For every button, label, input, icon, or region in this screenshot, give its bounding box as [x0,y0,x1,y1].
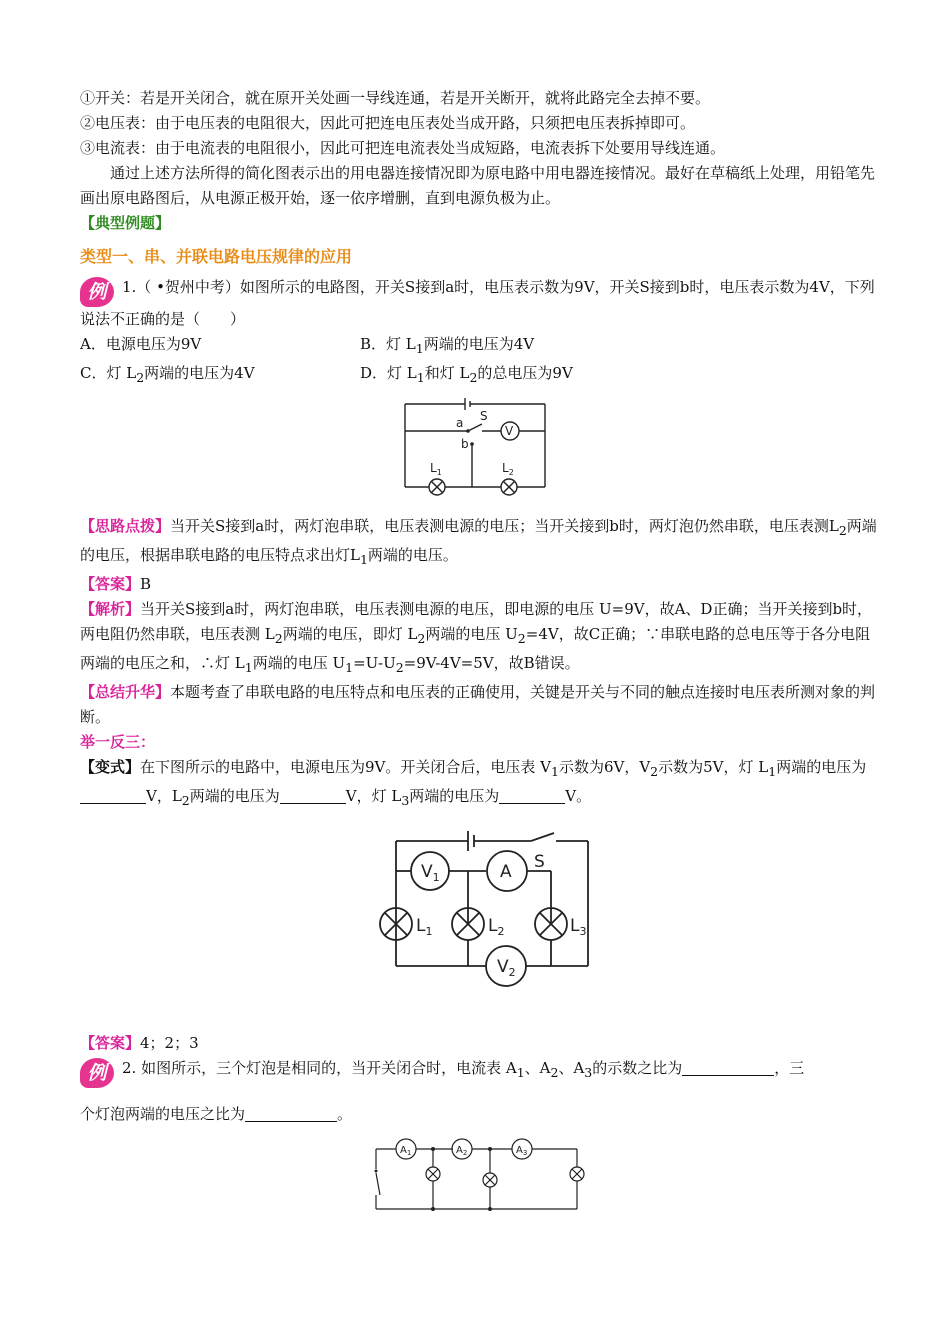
question-2-stem: 例 2. 如图所示，三个灯泡是相同的，当开关闭合时，电流表 $A_1$、$A_2$、$A_3$的示数之比为 ，三 [80,1056,880,1088]
blank-l2 [280,787,346,804]
lamp-l1-label: $L_1$ [430,461,442,477]
question-2-line2: 个灯泡两端的电压之比为 。 [80,1105,353,1123]
blank-l3 [499,787,565,804]
blank-voltage-ratio [245,1105,337,1122]
lamp-l3-label: $L_3$ [570,916,587,938]
node-b-label: b [461,437,469,451]
ammeter-label: A [500,862,512,882]
rule-voltmeter: ②电压表：由于电压表的电阻很大，因此可把连电压表处当成开路，只须把电压表拆掉即可。 [80,114,696,132]
circuit-diagram-2 [376,821,606,991]
node-a-label: a [456,416,464,430]
lamp-l1-label: $L_1$ [416,916,433,938]
document-page [80,86,880,1217]
blank-current-ratio [682,1059,774,1076]
question-1-options [80,332,880,390]
answer-2: 【答案】4；2；3 [80,1034,199,1052]
ammeter-a3-label: $A_3$ [516,1145,528,1157]
lamp-l2-label: $L_2$ [488,916,505,938]
example-badge: 例 [80,277,114,307]
rule-ammeter: ③电流表：由于电流表的电阻很小，因此可把连电流表处当成短路，电流表拆下处要用导线连通。 [80,139,726,157]
option-b: B．灯 $L_1$两端的电压为4V [360,335,535,356]
option-c: C．灯 $L_2$两端的电压为4V [80,364,255,385]
switch-s-label: S [480,409,488,423]
heading-type-one: 类型一、串、并联电路电压规律的应用 [80,247,353,266]
example-badge-2: 例 [80,1058,114,1088]
summary-paragraph: 【总结升华】本题考查了串联电路的电压特点和电压表的正确使用，关键是开关与不同的触点连接时电压表所测对象的判断。 [80,683,876,726]
rule-paragraph: 通过上述方法所得的简化图表示出的用电器连接情况即为原电路中用电器连接情况。最好在草稿纸上处理，用铅笔先画出原电路图后，从电源正极开始，逐一依序增删，直到电源负极为止。 [80,164,876,207]
ammeter-a1-label: $A_1$ [400,1145,412,1157]
option-d: D．灯 $L_1$和灯 $L_2$的总电压为9V [360,364,573,385]
ammeter-a2-label: $A_2$ [456,1145,468,1157]
option-a: A．电源电压为9V [80,335,202,353]
voltmeter-v1-label: $V_1$ [421,862,440,884]
practice-heading: 举一反三： [80,733,156,751]
variant-paragraph: 【变式】在下图所示的电路中，电源电压为9V。开关闭合后，电压表 $V_1$示数为6V，$V_2$示数为5V，灯 $L_1$两端的电压为V，$L_2$两端的电压为 V，灯 $L_3$两端的电压为 V。 [80,758,867,808]
voltmeter-label: V [505,424,514,438]
circuit-diagram-3 [366,1137,591,1217]
blank-l1 [80,787,146,804]
question-1-stem: 例 1.（ •贺州中考）如图所示的电路图，开关S接到a时，电压表示数为9V，开关S接到b时，电压表示数为4V，下列说法不正确的是（ ） [80,278,875,328]
circuit-diagram-1 [400,396,550,496]
voltmeter-v2-label: $V_2$ [497,957,516,979]
answer-1: 【答案】B [80,575,152,593]
rule-switch: ①开关：若是开关闭合，就在原开关处画一导线连通，若是开关断开，就将此路完全去掉不要。 [80,89,711,107]
analysis-paragraph: 【解析】当开关S接到a时，两灯泡串联，电压表测电源的电压，即电源的电压 U=9V，故A、D正确；当开关接到b时，两电阻仍然串联，电压表测 $L_2$两端的电压，即灯 $L_2$两端的电压 $U_2=4V$，故C正确；∵串联电路的总电压等于各分电阻两端的电压之和，∴灯 $L_1$两端的电压 $U_1=U-U_2=9V-4V=5V$，故B错误。 [80,600,873,675]
heading-typical-examples: 【典型例题】 [80,214,171,232]
hint-paragraph: 【思路点拨】当开关S接到a时，两灯泡串联，电压表测电源的电压；当开关接到b时，两灯泡仍然串联，电压表测$L_2$两端的电压，根据串联电路的电压特点求出灯$L_1$两端的电压。 [80,517,877,567]
lamp-l2-label: $L_2$ [502,461,514,477]
switch-s-label: S [534,852,545,872]
